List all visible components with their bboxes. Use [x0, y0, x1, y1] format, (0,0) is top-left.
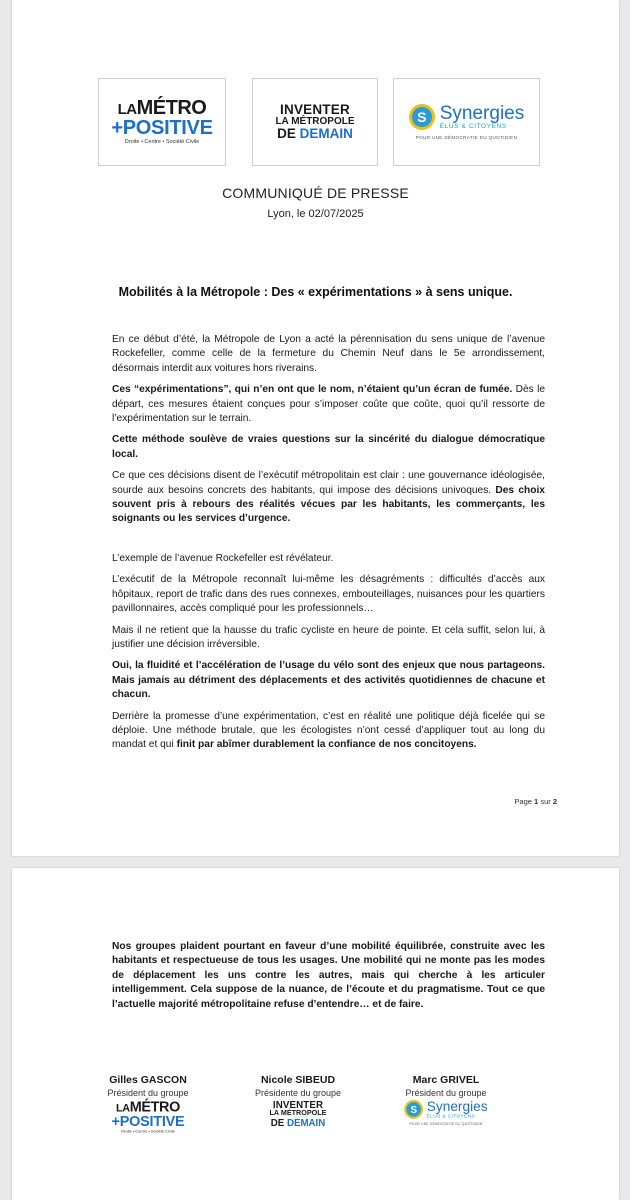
body-section-1: [112, 333, 545, 527]
logo-text: LA: [117, 101, 137, 119]
logo-text: MÉTRO: [136, 97, 207, 120]
paragraph: Derrière la promesse d’une expérimentation, c’est en réalité une politique déjà ficelée qui se déploie. Une méthode brutale, que les écologistes n’ont cessé d’appliquer tout au long du mandat et qui finit par abîmer durablement la confiance de nos concitoyens.: [112, 710, 545, 751]
document-page-2: [12, 868, 619, 1200]
paragraph: L’exemple de l’avenue Rockefeller est révélateur.: [112, 553, 334, 564]
signatory-role: Président du groupe: [405, 1088, 487, 1098]
signatory-name: Nicole SIBEUD: [260, 1074, 336, 1086]
signature-block-sibeud: [228, 1074, 368, 1139]
logo-synergies: S Synergies ÉLUS & CITOYENS POUR UNE DÉMOCRATIE DU QUOTIDIEN: [396, 1100, 497, 1126]
signature-block-grivel: [376, 1074, 516, 1136]
plus-icon: +: [111, 117, 123, 140]
logo-text: POSITIVE: [122, 117, 213, 140]
paragraph: Ces “expérimentations”, qui n’en ont que le nom, n’étaient qu’un écran de fumée. Dès le départ, ces mesures étaient conçues pour s’imposer coûte que coûte, quoi qu’il ressorte de l’expérimentation sur le terrain.: [112, 384, 545, 425]
logo-la-metro-positive: [98, 78, 226, 166]
press-release-title: COMMUNIQUÉ DE PRESSE: [222, 185, 409, 201]
synergies-speech-icon: S: [409, 104, 435, 130]
paragraph: L’exécutif de la Métropole reconnaît lui-même les désagréments : difficultés d’accès aux hôpitaux, report de trafic dans des rues connexes, embouteillages, nuisances pour les quartiers pavillonnaires, accès compliqué pour les professionnels…: [112, 574, 545, 615]
logo-text: DEMAIN: [299, 126, 353, 142]
paragraph: Ce que ces décisions disent de l’exécutif métropolitain est clair : une gouvernance idéologisée, sourde aux besoins concrets des habitants, qui impose des décisions univoques. Des choix souvent pris à rebours des réalités vécues par les habitants, les commerçants, les soignants ou les services d’urgence.: [112, 470, 545, 525]
body-section-2: [112, 552, 545, 753]
signatory-name: Marc GRIVEL: [412, 1074, 480, 1086]
logo-text: VENTER: [293, 101, 350, 117]
logo-tagline: POUR UNE DÉMOCRATIE DU QUOTIDIEN: [415, 135, 518, 140]
signatory-name: Gilles GASCON: [109, 1074, 187, 1086]
paragraph: Oui, la fluidité et l’accélération de l’usage du vélo sont des enjeux que nous partageons. Mais jamais au détriment des déplacements et des activités quotidiennes de chacune et chacun.: [112, 660, 545, 701]
signature-block-gascon: [78, 1074, 218, 1148]
paragraph: Mais il ne retient que la hausse du trafic cycliste en heure de pointe. Et cela suffit, selon lui, à justifier une décision irréversible.: [112, 624, 545, 651]
signatory-role: Présidente du groupe: [254, 1088, 342, 1098]
signatory-role: Président du groupe: [107, 1088, 189, 1098]
press-release-date: Lyon, le 02/07/2025: [267, 208, 364, 220]
logo-synergies: [393, 78, 540, 166]
logo-text: IN: [280, 101, 294, 117]
headline: Mobilités à la Métropole : Des « expérimentations » à sens unique.: [118, 285, 513, 299]
logo-inventer-la-metropole: INVENTER LA MÉTROPOLE DE DEMAIN: [269, 1099, 327, 1128]
logo-subtext: ÉLUS & CITOYENS: [439, 123, 507, 130]
page-number: Page 1 sur 2: [514, 797, 557, 806]
logo-tagline: Droite • Centre • Société Civile: [124, 139, 200, 146]
logo-text: Synergies: [439, 103, 525, 124]
paragraph: Cette méthode soulève de vraies questions sur la sincérité du dialogue démocratique local.: [112, 434, 545, 460]
paragraph: En ce début d’été, la Métropole de Lyon a acté la pérennisation du sens unique de l’avenue Rockefeller, comme celle de la fermeture du Chemin Neuf dans le 5e arrondissement, désormais interdit aux voitures hors riverains.: [112, 334, 545, 374]
body-section-3: [112, 940, 545, 1012]
logo-la-metro-positive: LAMÉTRO +POSITIVE Droite • Centre • Société Civile: [111, 1099, 185, 1134]
logo-text: LA MÉTROPOLE: [275, 115, 355, 127]
paragraph: Nos groupes plaident pourtant en faveur d’une mobilité équilibrée, construite avec les habitants et respectueuse de tous les usages. Une mobilité qui ne monte pas les modes de déplacement les uns contre les autres, mais qui cherche à les articuler intelligemment. Cela suppose de la nuance, de l’écoute et du pragmatisme. Tout ce que l’actuelle majorité métropolitaine refuse d’entendre… et de faire.: [112, 941, 545, 1010]
logo-inventer-la-metropole: [252, 78, 378, 166]
document-page-1: [12, 0, 619, 856]
logo-text: DE: [277, 126, 296, 142]
synergies-speech-icon: S: [404, 1100, 423, 1119]
